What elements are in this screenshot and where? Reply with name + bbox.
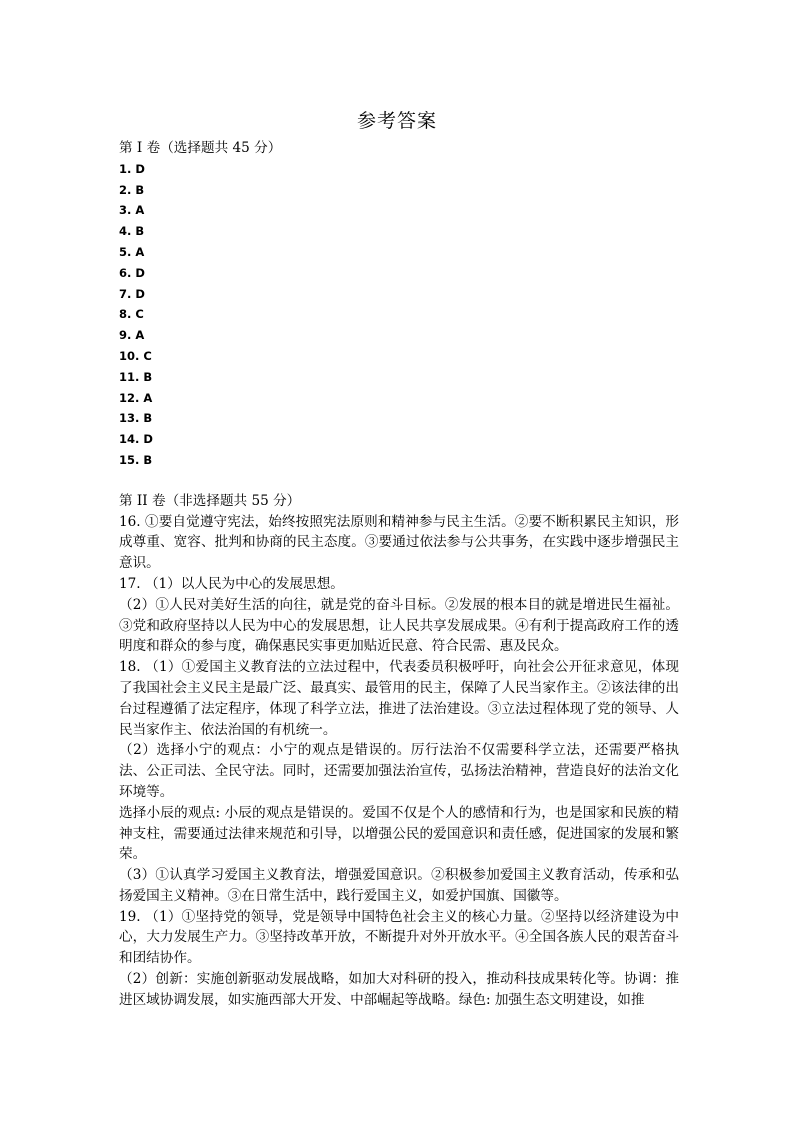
page-title: 参考答案 xyxy=(356,110,437,132)
part1-heading: 第 I 卷（选择题共 45 分） xyxy=(119,140,282,156)
answer-paragraph: （2）创新：实施创新驱动发展战略，如加大对科研的投入，推动科技成果转化等。协调：推进区域协调发展，如实施西部大开发、中部崛起等战略。绿色: 加强生态文明建设，如推 xyxy=(119,971,679,1008)
section-spacer xyxy=(119,471,679,491)
choice-answer-list xyxy=(119,159,679,471)
answer-paragraph: 16. ①要自觉遵守宪法，始终按照宪法原则和精神参与民主生活。②要不断积累民主知识，形成尊重、宽容、批判和协商的民主态度。③要通过依法参与公共事务，在实践中逐步增强民主意识。 xyxy=(119,513,679,572)
answer-paragraph: 17. （1）以人民为中心的发展思想。 xyxy=(119,575,344,592)
answer-content xyxy=(119,138,679,1011)
list-item: 14. D xyxy=(119,432,153,447)
list-item: 11. B xyxy=(119,369,153,384)
list-item: 12. A xyxy=(119,390,153,405)
list-item: 7. D xyxy=(119,286,145,301)
answer-paragraph: （2）①人民对美好生活的向往，就是党的奋斗目标。②发展的根本目的就是增进民生福祉。③党和政府坚持以人民为中心的发展思想，让人民共享发展成果。④有利于提高政府工作的透明度和群众的参与度，确保惠民实事更加贴近民意、符合民需、惠及民众。 xyxy=(119,596,679,655)
answer-paragraph: （2）选择小宁的观点：小宁的观点是错误的。厉行法治不仅需要科学立法，还需要严格执法、公正司法、全民守法。同时，还需要加强法治宣传，弘扬法治精神，营造良好的法治文化环境等。 xyxy=(119,742,679,800)
list-item: 13. B xyxy=(119,411,153,426)
part2-heading: 第 II 卷（非选择题共 55 分） xyxy=(119,492,301,509)
list-item: 2. B xyxy=(119,182,145,197)
list-item: 4. B xyxy=(119,224,145,239)
answer-paragraph: （3）①认真学习爱国主义教育法，增强爱国意识。②积极参加爱国主义教育活动，传承和弘扬爱国主义精神。③在日常生活中，践行爱国主义，如爱护国旗、国徽等。 xyxy=(119,867,679,904)
list-item: 10. C xyxy=(119,348,152,363)
answer-paragraph: 选择小辰的观点: 小辰的观点是错误的。爱国不仅是个人的感情和行为，也是国家和民族的精神支柱，需要通过法律来规范和引导，以增强公民的爱国意识和责任感，促进国家的发展和繁荣。 xyxy=(119,804,679,863)
list-item: 1. D xyxy=(119,161,145,176)
list-item: 8. C xyxy=(119,307,144,322)
answer-paragraph: 18. （1）①爱国主义教育法的立法过程中，代表委员积极呼吁，向社会公开征求意见，体现了我国社会主义民主是最广泛、最真实、最管用的民主，保障了人民当家作主。②该法律的出台过程遵循了法定程序，体现了科学立法，推进了法治建设。③立法过程体现了党的领导、人民当家作主、依法治国的有机统一。 xyxy=(119,659,679,738)
list-item: 5. A xyxy=(119,244,145,259)
answer-paragraph: 19. （1）①坚持党的领导，党是领导中国特色社会主义的核心力量。②坚持以经济建设为中心，大力发展生产力。③坚持改革开放，不断提升对外开放水平。④全国各族人民的艰苦奋斗和团结协作。 xyxy=(119,908,679,967)
list-item: 9. A xyxy=(119,328,145,343)
list-item: 3. A xyxy=(119,203,145,218)
list-item: 15. B xyxy=(119,452,153,467)
essay-answer-list xyxy=(119,512,679,1011)
list-item: 6. D xyxy=(119,265,145,280)
